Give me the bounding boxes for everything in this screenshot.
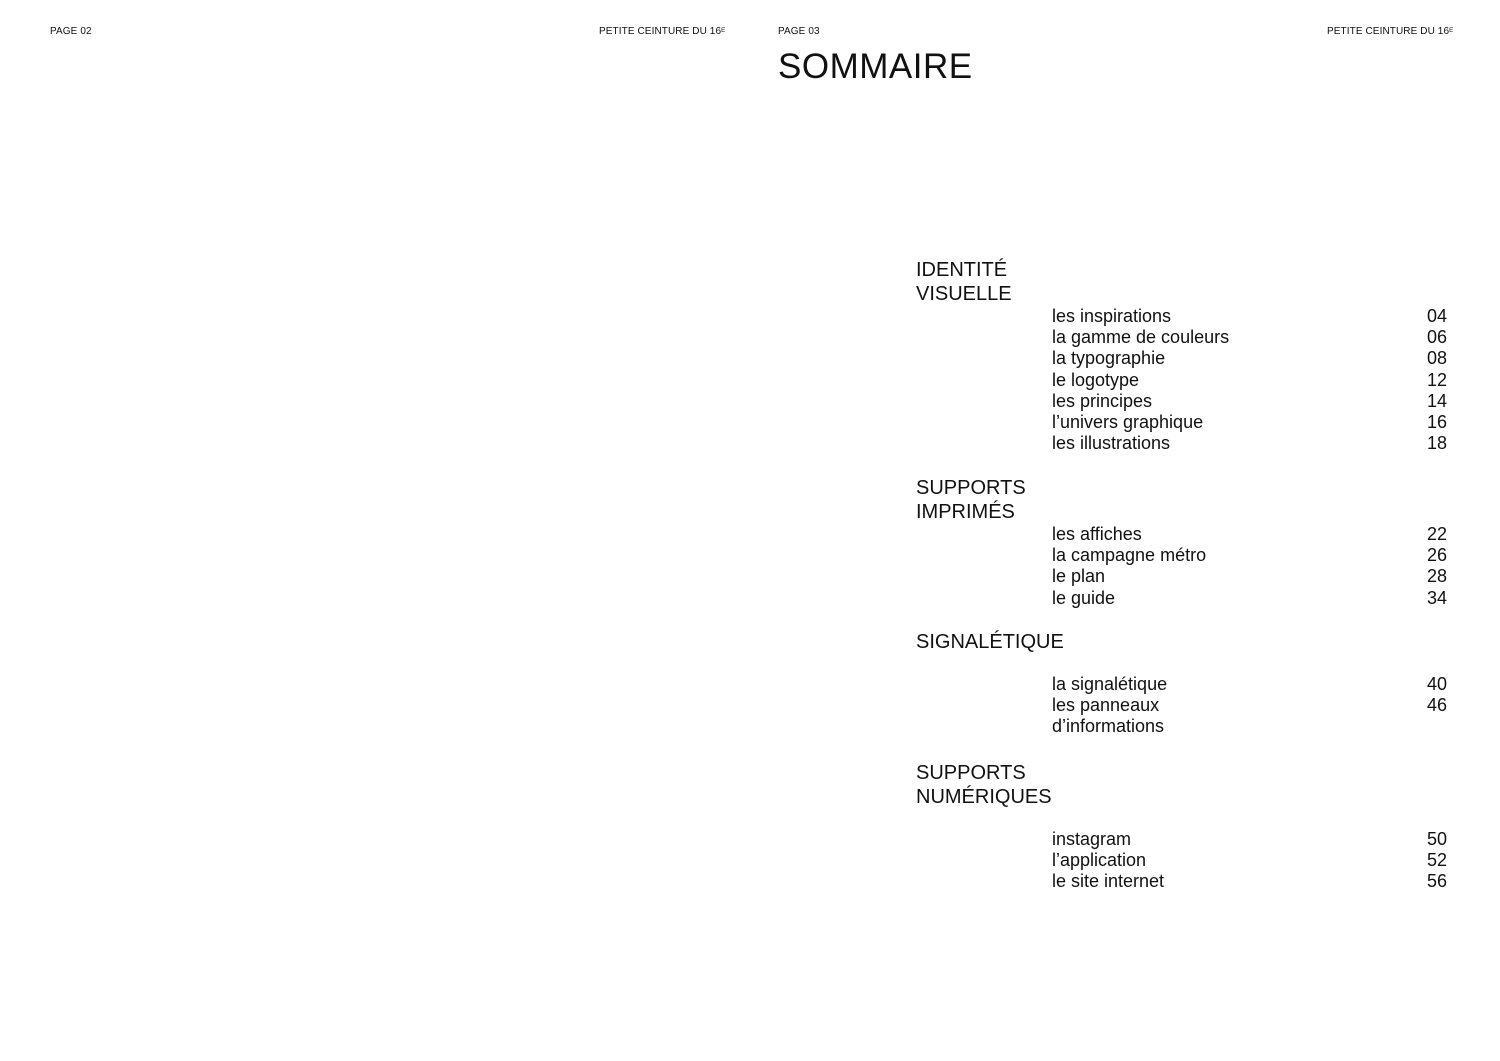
toc-entry[interactable] [916, 695, 1456, 737]
toc-entry-label: les illustrations [1052, 433, 1171, 454]
toc-entry[interactable] [916, 524, 1456, 545]
left-running-title [599, 26, 725, 38]
section-heading-line: IDENTITÉ [916, 259, 1008, 281]
section-heading-line: VISUELLE [916, 283, 1012, 305]
toc-entry[interactable] [916, 327, 1456, 348]
toc-entry[interactable] [916, 850, 1456, 871]
toc-entry-page: 46 [1427, 695, 1448, 716]
toc-entry-label: la campagne métro [1052, 545, 1207, 566]
toc-entry[interactable] [916, 306, 1456, 327]
section-heading [916, 258, 1116, 306]
toc-entry-label: l’application [1052, 850, 1147, 871]
toc-entry[interactable] [916, 370, 1456, 391]
toc-entry-page: 06 [1427, 327, 1448, 348]
toc-entry-page: 28 [1427, 566, 1448, 587]
toc-entry-label: le site internet [1052, 871, 1165, 892]
toc-entry-page: 18 [1427, 433, 1448, 454]
toc-entry-page: 26 [1427, 545, 1448, 566]
toc-entry-list [916, 306, 1456, 454]
toc-entry-label: les inspirations [1052, 306, 1172, 326]
toc-entry-label: le plan [1052, 566, 1106, 587]
section-heading [916, 761, 1116, 809]
right-running-title-superscript: E [1449, 28, 1454, 34]
section-heading-line: SUPPORTS [916, 762, 1026, 784]
left-page-number: PAGE 02 [50, 26, 92, 37]
toc-entry[interactable] [916, 545, 1456, 566]
toc-entry-list [916, 829, 1456, 893]
right-page-number: PAGE 03 [778, 26, 820, 37]
toc-section-identite-visuelle [916, 258, 1456, 454]
section-heading [916, 476, 1116, 524]
toc-entry[interactable] [916, 391, 1456, 412]
toc-entry-label: l’univers graphique [1052, 412, 1204, 433]
toc-entry-page: 08 [1427, 348, 1448, 369]
toc-entry-page: 34 [1427, 587, 1448, 608]
toc-section-supports-imprimes [916, 476, 1456, 609]
toc-entry-label: les affiches [1052, 524, 1142, 544]
toc-entry[interactable] [916, 412, 1456, 433]
toc-entry[interactable] [916, 829, 1456, 850]
toc-entry[interactable] [916, 674, 1456, 695]
toc-entry[interactable] [916, 566, 1456, 587]
right-running-title [1327, 26, 1453, 38]
toc-title: SOMMAIRE [778, 47, 973, 86]
toc-section-supports-numeriques [916, 761, 1456, 893]
right-running-title-text: PETITE CEINTURE DU 16 [1327, 26, 1450, 37]
toc-entry-label: la signalétique [1052, 674, 1168, 694]
toc-entry-page: 16 [1427, 412, 1448, 433]
left-running-title-superscript: E [721, 28, 726, 34]
toc-entry[interactable] [916, 348, 1456, 369]
toc-entry[interactable] [916, 433, 1456, 454]
section-heading-line: SUPPORTS [916, 477, 1026, 499]
section-heading-line: SIGNALÉTIQUE [916, 631, 1064, 653]
toc-entry-label: la gamme de couleurs [1052, 327, 1230, 348]
toc-entry-label: la typographie [1052, 348, 1166, 369]
toc-entry-page: 04 [1427, 306, 1448, 326]
toc-entry[interactable] [916, 588, 1456, 609]
toc-entry-page: 40 [1427, 674, 1448, 694]
toc-entry-page: 56 [1427, 871, 1448, 892]
toc-entry-list [916, 674, 1456, 738]
toc-entry-page: 50 [1427, 829, 1448, 849]
section-heading-line: NUMÉRIQUES [916, 786, 1052, 808]
toc-entry-page: 22 [1427, 524, 1448, 544]
left-running-title-text: PETITE CEINTURE DU 16 [599, 26, 722, 37]
section-heading [916, 630, 1116, 654]
toc-entry-list [916, 524, 1456, 609]
toc-entry[interactable] [916, 871, 1456, 892]
toc-entry-label: les panneaux d’informations [1052, 695, 1165, 737]
toc-entry-label: les principes [1052, 390, 1153, 411]
toc-entry-page: 52 [1427, 850, 1448, 871]
toc-entry-page: 12 [1427, 369, 1448, 390]
section-heading-line: IMPRIMÉS [916, 501, 1015, 523]
toc-entry-label: le logotype [1052, 369, 1140, 390]
toc-entry-page: 14 [1427, 390, 1448, 411]
toc-section-signaletique [916, 630, 1456, 738]
toc-entry-label: instagram [1052, 829, 1132, 849]
toc-entry-label: le guide [1052, 587, 1116, 608]
